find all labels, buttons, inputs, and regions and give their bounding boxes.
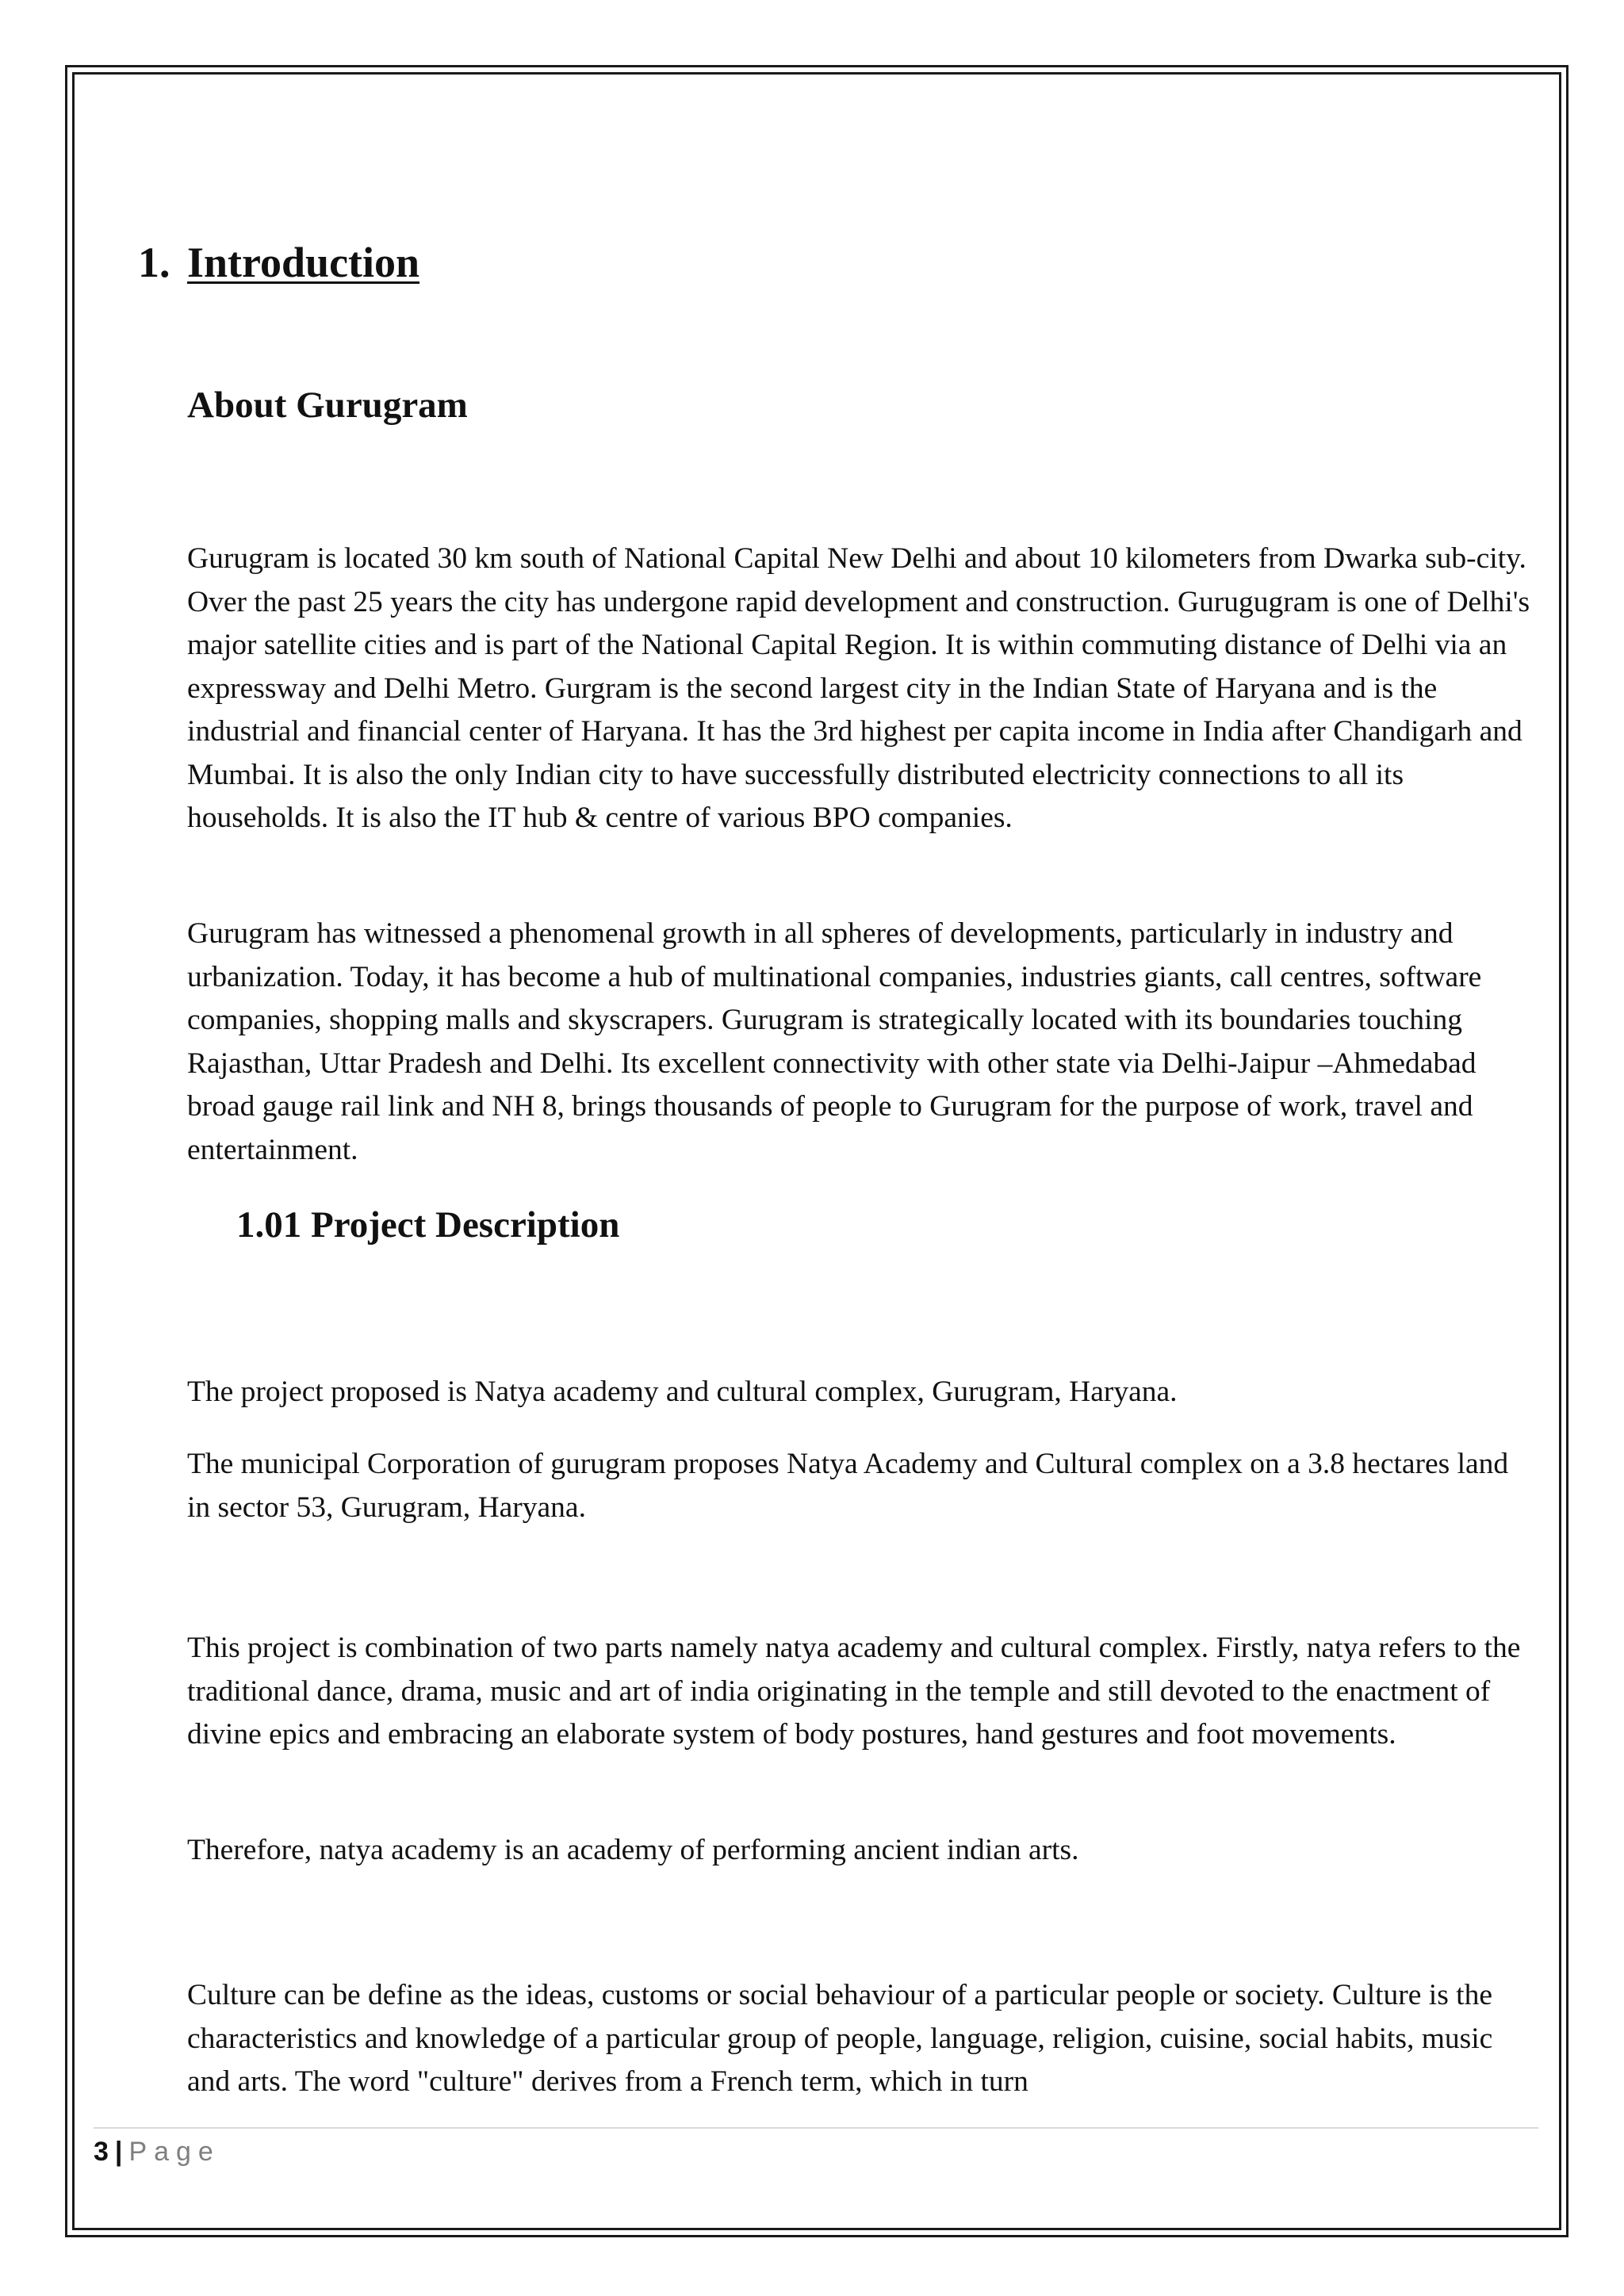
chapter-title: Introduction [187, 239, 420, 286]
section-title-about: About Gurugram [187, 385, 468, 426]
section-title-project: 1.01 Project Description [236, 1204, 620, 1246]
page-number: 3 [94, 2137, 109, 2167]
page-footer [94, 2137, 220, 2168]
paragraph-project-5: Culture can be define as the ideas, customs or social behaviour of a particular people or society. Culture is the characteristics and knowledge of a particular group of people, language, religion, cuisine, social habits, music and arts. The word "culture" derives from a French term, which in turn [187, 1979, 1493, 2098]
paragraph-project-1: The project proposed is Natya academy and cultural complex, Gurugram, Haryana. [187, 1376, 1178, 1408]
paragraph-project-4: Therefore, natya academy is an academy of performing ancient indian arts. [187, 1834, 1079, 1866]
chapter-heading [138, 238, 419, 287]
paragraph-project-3: This project is combination of two parts namely natya academy and cultural complex. Firstly, natya refers to the traditional dance, drama, music and art of india originating in the temple and still devoted to the enactment of divine epics and embracing an elaborate system of body postures, hand gestures and foot movements. [187, 1632, 1521, 1751]
footer-separator: | [114, 2137, 123, 2167]
footer-divider [94, 2127, 1538, 2129]
paragraph-project-2: The municipal Corporation of gurugram proposes Natya Academy and Cultural complex on a 3.8 hectares land in sector 53, Gurugram, Haryana. [187, 1448, 1509, 1524]
paragraph-about-2: Gurugram has witnessed a phenomenal growth in all spheres of developments, particularly in industry and urbanization. Today, it has become a hub of multinational companies, industries giants, call centres, software companies, shopping malls and skyscrapers. Gurugram is strategically located with its boundaries touching Rajasthan, Uttar Pradesh and Delhi. Its excellent connectivity with other state via Delhi-Jaipur –Ahmedabad broad gauge rail link and NH 8, brings thousands of people to Gurugram for the purpose of work, travel and entertainment. [187, 917, 1482, 1166]
paragraph-about-1: Gurugram is located 30 km south of National Capital New Delhi and about 10 kilometers from Dwarka sub-city. Over the past 25 years the city has undergone rapid development and construction. Gurugugram is one of Delhi's major satellite cities and is part of the National Capital Region. It is within commuting distance of Delhi via an expressway and Delhi Metro. Gurgram is the second largest city in the Indian State of Haryana and is the industrial and financial center of Haryana. It has the 3rd highest per capita income in India after Chandigarh and Mumbai. It is also the only Indian city to have successfully distributed electricity connections to all its households. It is also the IT hub & centre of various BPO companies. [187, 542, 1530, 834]
page-label: Page [128, 2137, 220, 2167]
chapter-number: 1. [138, 239, 170, 286]
